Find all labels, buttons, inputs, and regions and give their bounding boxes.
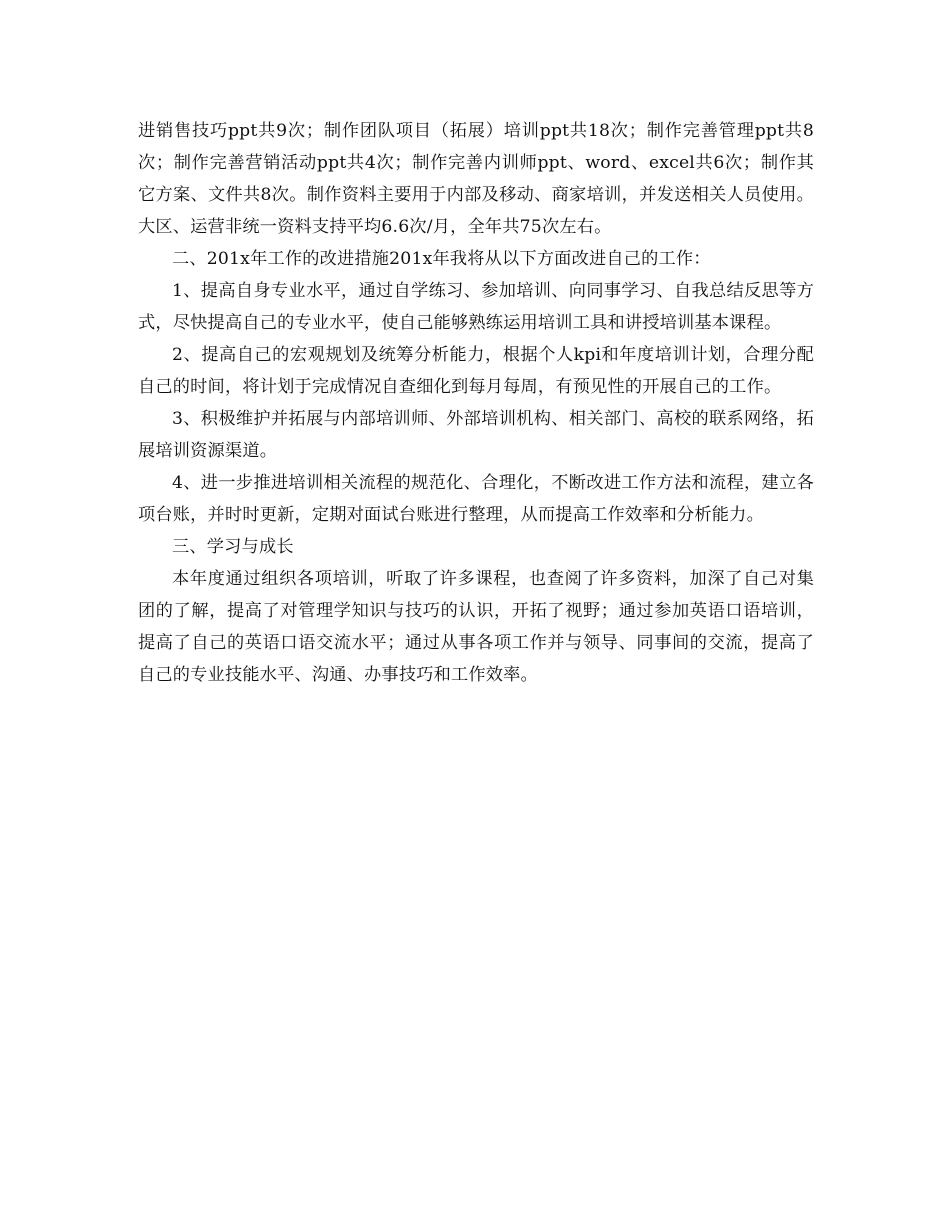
- section-heading-improvement: 二、201x年工作的改进措施201x年我将从以下方面改进自己的工作：: [172, 249, 711, 269]
- list-item-1: 1、提高自身专业水平，通过自学练习、参加培训、向同事学习、自我总结反思等方式，尽快提高自己的专业水平，使自己能够熟练运用培训工具和讲授培训基本课程。: [138, 281, 814, 333]
- section-heading-learning: 三、学习与成长: [172, 537, 294, 557]
- paragraph-learning: 本年度通过组织各项培训，听取了许多课程，也查阅了许多资料，加深了自己对集团的了解，提高了对管理学知识与技巧的认识，开拓了视野；通过参加英语口语培训，提高了自己的英语口语交流水平；通过从事各项工作并与领导、同事间的交流，提高了自己的专业技能水平、沟通、办事技巧和工作效率。: [138, 569, 814, 685]
- list-item-3: 3、积极维护并拓展与内部培训师、外部培训机构、相关部门、高校的联系网络，拓展培训资源渠道。: [138, 409, 814, 461]
- paragraph-continuation: 进销售技巧ppt共9次；制作团队项目（拓展）培训ppt共18次；制作完善管理ppt共8次；制作完善营销活动ppt共4次；制作完善内训师ppt、word、excel共6次；制作其它方案、文件共8次。制作资料主要用于内部及移动、商家培训，并发送相关人员使用。大区、运营非统一资料支持平均6.6次/月，全年共75次左右。: [138, 121, 814, 237]
- list-item-4: 4、进一步推进培训相关流程的规范化、合理化，不断改进工作方法和流程，建立各项台账，并时时更新，定期对面试台账进行整理，从而提高工作效率和分析能力。: [138, 473, 814, 525]
- document-body: [138, 115, 814, 691]
- list-item-2: 2、提高自己的宏观规划及统筹分析能力，根据个人kpi和年度培训计划，合理分配自己的时间，将计划于完成情况自查细化到每月每周，有预见性的开展自己的工作。: [138, 345, 814, 397]
